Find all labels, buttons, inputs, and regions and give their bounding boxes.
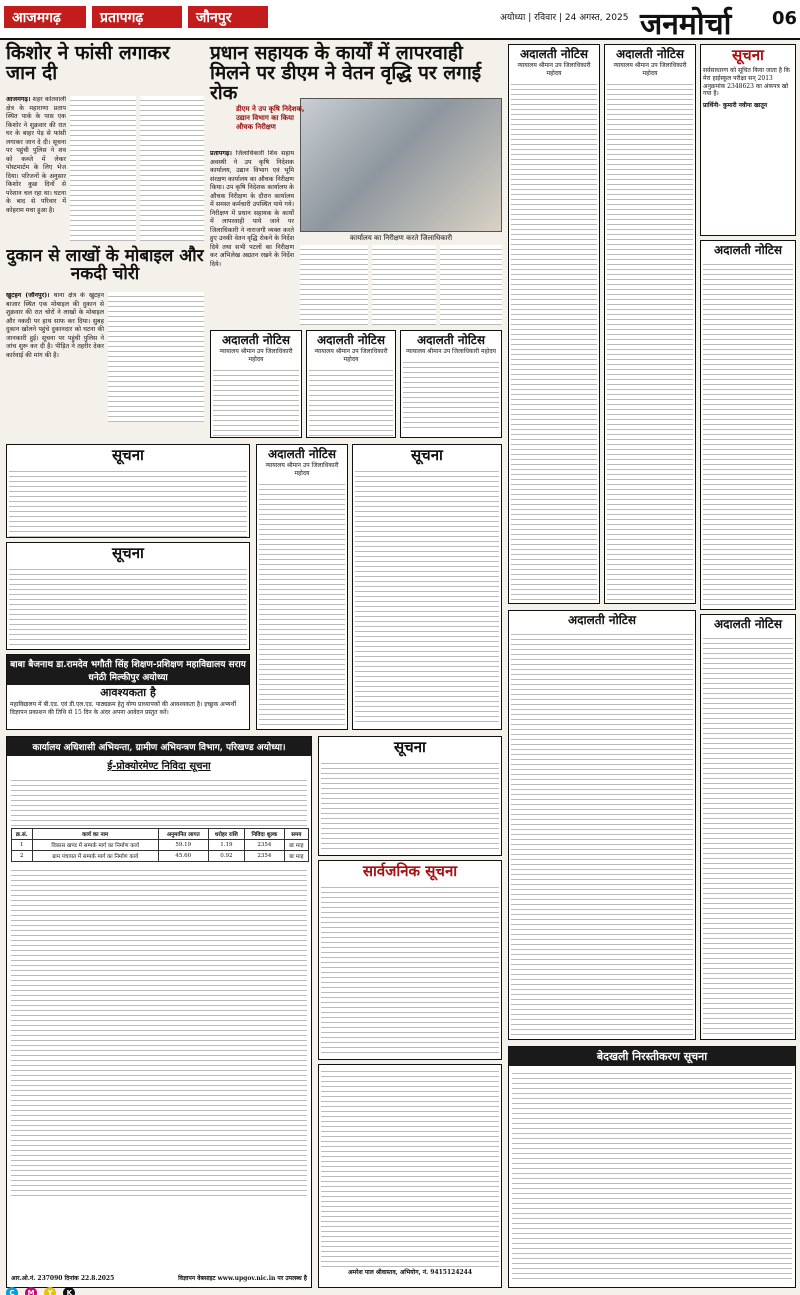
cmyk-magenta: M — [25, 1287, 37, 1295]
right-court-notice-2-title: अदालती नोटिस — [714, 617, 782, 631]
footer-publisher: अमरेश पाल श्रीवास्तव, अभियोग, नं. 9415124244 — [347, 1269, 473, 1276]
lead-photo-caption-line1: डीएम ने उप कृषि निदेशक, — [236, 105, 305, 113]
bedakhli-notice — [508, 1046, 796, 1288]
lead-body-col3 — [372, 245, 436, 325]
court-notice-a-body — [213, 366, 299, 436]
tender-col-header: कार्य का नाम — [32, 829, 158, 840]
table-cell: 2354 — [244, 851, 284, 862]
story1-dateline: आजमगढ़। — [6, 96, 31, 103]
court-notice-a-title: अदालती नोटिस — [222, 333, 290, 347]
lead-photo-caption-line2: उद्यान विभाग का किया — [236, 114, 294, 122]
table-cell: छः माह — [284, 851, 308, 862]
lead-body-col2 — [300, 245, 368, 325]
cmyk-yellow: Y — [44, 1287, 56, 1295]
court-notice-f-sub: न्यायालय श्रीमान उप जिलाधिकारी महोदय — [613, 62, 687, 77]
notice-footer-block — [318, 1064, 502, 1288]
tender-table-header — [12, 829, 309, 840]
court-notice-g-title: अदालती नोटिस — [568, 613, 636, 627]
right-soochna-body: सर्वसाधारण को सूचित किया जाता है कि मेरा हाईस्कूल परीक्षा सन् 2013 अनुक्रमांक 2348623 का अंकपत्र खो गया है। — [703, 67, 791, 98]
lead-body: जिलाधिकारी शिव सहाय अवस्थी ने उप कृषि निदेशक कार्यालय, उद्यान विभाग एवं भूमि संरक्षण कार्यालय का औचक निरीक्षण किया। उप कृषि निदेशक कार्यालय के औचक निरीक्षण के दौरान कार्यालय में समस्त कर्मचारी उपस्थित पाये गये। निरीक्षण में प्रधान सहायक के कार्यों में लापरवाही पाये जाने पर जिलाधिकारी ने नाराजगी व्यक्त करते हुए उनकी वेतन वृद्धि रोकने के निर्देश दिये तथा सभी पटलों का निरीक्षण कर अभिलेख अद्यतन रखने के निर्देश दिये। — [210, 150, 294, 268]
college-advert-body: महाविद्यालय में बी.एड. एवं डी.एल.एड. पाठ्यक्रम हेतु योग्य प्राध्यापकों की आवश्यकता है। इच्छुक अभ्यर्थी विज्ञापन प्रकाशन की तिथि से 15 दिन के अंदर अपना आवेदन प्रस्तुत करें। — [10, 701, 237, 716]
tender-table-body — [12, 840, 309, 862]
right-court-notice-1-body — [703, 260, 793, 605]
right-soochna — [700, 44, 796, 236]
court-notice-b — [306, 330, 396, 438]
table-cell: ग्राम पंचायत में सम्पर्क मार्ग का निर्माण कार्य — [32, 851, 158, 862]
tender-website: विज्ञापन वेबसाइट www.upgov.nic.in पर उपलब्ध है — [178, 1275, 307, 1283]
color-registration-marks — [6, 1280, 77, 1295]
court-notice-a — [210, 330, 302, 438]
college-advert-wanted: आवश्यकता है — [100, 686, 156, 699]
city-tab-azamgarh: आजमगढ़ — [4, 6, 86, 28]
story2-body: थाना क्षेत्र के खुटहन बाजार स्थित एक मोबाइल की दुकान से शुक्रवार की रात चोरों ने लाखों के मोबाइल और नकदी पर हाथ साफ कर दिया। सुबह दुकान खोलने पहुंचे दुकानदार को घटना की जानकारी हुई। सूचना पर पहुंची पुलिस ने जांच शुरू कर दी है। पीड़ित ने तहरीर देकर कार्रवाई की मांग की है। — [6, 292, 104, 359]
story2-body-col2 — [108, 292, 204, 422]
court-notice-d — [256, 444, 348, 730]
court-notice-e-title: अदालती नोटिस — [520, 47, 588, 61]
edition-date: अयोध्या | रविवार | 24 अगस्त, 2025 — [500, 13, 629, 23]
court-notice-a-sub: न्यायालय श्रीमान उप जिलाधिकारी महोदय — [219, 348, 293, 363]
court-notice-b-sub: न्यायालय श्रीमान उप जिलाधिकारी महोदय — [314, 348, 388, 363]
notice-soochna-1-title: सूचना — [112, 446, 144, 464]
table-cell: 0.92 — [208, 851, 244, 862]
court-notice-d-title: अदालती नोटिस — [268, 447, 336, 461]
story1-body-col2 — [70, 96, 136, 241]
tender-subheading: ई-प्रोक्योरमेण्ट निविदा सूचना — [107, 761, 211, 772]
notice-footer-body — [321, 1067, 499, 1267]
notice-soochna-4 — [318, 736, 502, 856]
tender-terms — [11, 866, 307, 1196]
notice-soochna-4-title: सूचना — [394, 738, 426, 756]
table-cell: 59.19 — [158, 840, 208, 851]
court-notice-c-body — [403, 358, 499, 428]
court-notice-e-body — [511, 80, 597, 604]
notice-soochna-3-title: सूचना — [411, 446, 443, 464]
story2-headline: दुकान से लाखों के मोबाइल और नकदी चोरी — [6, 246, 204, 284]
right-soochna-title: सूचना — [732, 46, 764, 64]
lead-photo — [300, 98, 502, 232]
story1-body-col1 — [6, 96, 66, 241]
right-soochna-sign: प्रार्थिनी- कुमारी नवीना खातून — [703, 102, 768, 110]
notice-soochna-3-body — [355, 467, 499, 725]
right-court-notice-1 — [700, 240, 796, 610]
table-cell: 2354 — [244, 840, 284, 851]
tender-notice — [6, 736, 312, 1288]
college-advert-title: बाबा बैजनाथ डा.रामदेव भगौती सिंह शिक्षण-प्रशिक्षण महाविद्यालय सराय धनेठी मिल्कीपुर अयोध्या — [7, 655, 249, 685]
court-notice-g-body — [511, 630, 693, 1035]
story1-body-col3 — [140, 96, 204, 241]
notice-soochna-2-body — [9, 565, 247, 649]
bedakhli-body — [512, 1069, 792, 1281]
table-cell: 2 — [12, 851, 33, 862]
court-notice-g — [508, 610, 696, 1040]
right-court-notice-2-body — [703, 634, 793, 1034]
bedakhli-title: बेदखली निरस्तीकरण सूचना — [509, 1047, 795, 1066]
public-notice-title: सार्वजनिक सूचना — [362, 862, 458, 880]
court-notice-b-title: अदालती नोटिस — [317, 333, 385, 347]
tender-col-header: धरोहर राशि — [208, 829, 244, 840]
table-cell: 45.60 — [158, 851, 208, 862]
story2-dateline: खुटहन (जौनपुर)। — [6, 292, 50, 299]
notice-soochna-1 — [6, 444, 250, 538]
lead-body-col1 — [210, 150, 294, 320]
story1-headline: किशोर ने फांसी लगाकर जान दी — [6, 42, 170, 84]
lead-body-col4 — [440, 245, 502, 325]
court-notice-c — [400, 330, 502, 438]
table-cell: 1.19 — [208, 840, 244, 851]
court-notice-e — [508, 44, 600, 604]
right-court-notice-2 — [700, 614, 796, 1040]
story2-body-col1 — [6, 292, 104, 422]
tender-table — [11, 828, 309, 862]
cmyk-black: K — [63, 1287, 75, 1295]
city-tab-jaunpur: जौनपुर — [188, 6, 268, 28]
lead-photo-caption — [236, 105, 308, 132]
court-notice-c-title: अदालती नोटिस — [417, 333, 485, 347]
court-notice-e-sub: न्यायालय श्रीमान उप जिलाधिकारी महोदय — [517, 62, 591, 77]
notice-soochna-2-title: सूचना — [112, 544, 144, 562]
tender-ro-number: आर.ओ.नं. 237090 दिनांक 22.8.2025 — [11, 1275, 115, 1283]
tender-col-header: समय — [284, 829, 308, 840]
tender-intro — [11, 776, 307, 826]
notice-soochna-2 — [6, 542, 250, 650]
public-notice — [318, 860, 502, 1060]
tender-col-header: अनुमानित लागत — [158, 829, 208, 840]
table-cell: 1 — [12, 840, 33, 851]
court-notice-d-sub: न्यायालय श्रीमान उप जिलाधिकारी महोदय — [265, 462, 339, 477]
table-row — [12, 851, 309, 862]
notice-soochna-4-body — [321, 759, 499, 851]
lead-photo-caption-line3: औचक निरीक्षण — [236, 123, 276, 131]
court-notice-f-body — [607, 80, 693, 604]
notice-soochna-1-body — [9, 467, 247, 537]
public-notice-body — [321, 883, 499, 1055]
city-tab-pratapgarh: प्रतापगढ़ — [92, 6, 182, 28]
story1-lead: शहर कोतवाली क्षेत्र के महाराणा प्रताप स्थित पार्क के पास एक किशोर ने शुक्रवार की रात घर के बाहर पेड़ से फांसी लगाकर जान दे दी। सूचना पर पहुंची पुलिस ने शव को कब्जे में लेकर पोस्टमार्टम के लिए भेज दिया। परिजनों के अनुसार किशोर कुछ दिनों से परेशान चल रहा था। घटना के बाद से परिवार में कोहराम मचा हुआ है। — [6, 96, 66, 214]
court-notice-b-body — [309, 366, 393, 436]
cmyk-cyan: C — [6, 1287, 18, 1295]
lead-headline: प्रधान सहायक के कार्यों में लापरवाही मिलने पर डीएम ने वेतन वृद्धि पर लगाई रोक — [210, 42, 482, 104]
tender-col-header: क्र.सं. — [12, 829, 33, 840]
court-notice-c-sub: न्यायालय श्रीमान उप जिलाधिकारी महोदय — [405, 348, 497, 355]
court-notice-f — [604, 44, 696, 604]
table-cell: विकास खण्ड में सम्पर्क मार्ग का निर्माण कार्य — [32, 840, 158, 851]
lead-image-caption: कार्यालय का निरीक्षण करते जिलाधिकारी — [349, 234, 453, 242]
tender-heading: कार्यालय अधिशासी अभियन्ता, ग्रामीण अभियन्त्रण विभाग, परिखण्ड अयोध्या। — [7, 737, 311, 756]
tender-col-header: निविदा शुल्क — [244, 829, 284, 840]
table-cell: छः माह — [284, 840, 308, 851]
page-header — [0, 0, 800, 40]
notice-soochna-3 — [352, 444, 502, 730]
page-number: 06 — [772, 8, 798, 29]
court-notice-d-body — [259, 480, 345, 730]
court-notice-f-title: अदालती नोटिस — [616, 47, 684, 61]
college-advert — [6, 654, 250, 730]
right-court-notice-1-title: अदालती नोटिस — [714, 243, 782, 257]
masthead-logo: जनमोर्चा — [640, 7, 732, 42]
table-row — [12, 840, 309, 851]
lead-dateline: प्रतापगढ़। — [210, 150, 232, 157]
